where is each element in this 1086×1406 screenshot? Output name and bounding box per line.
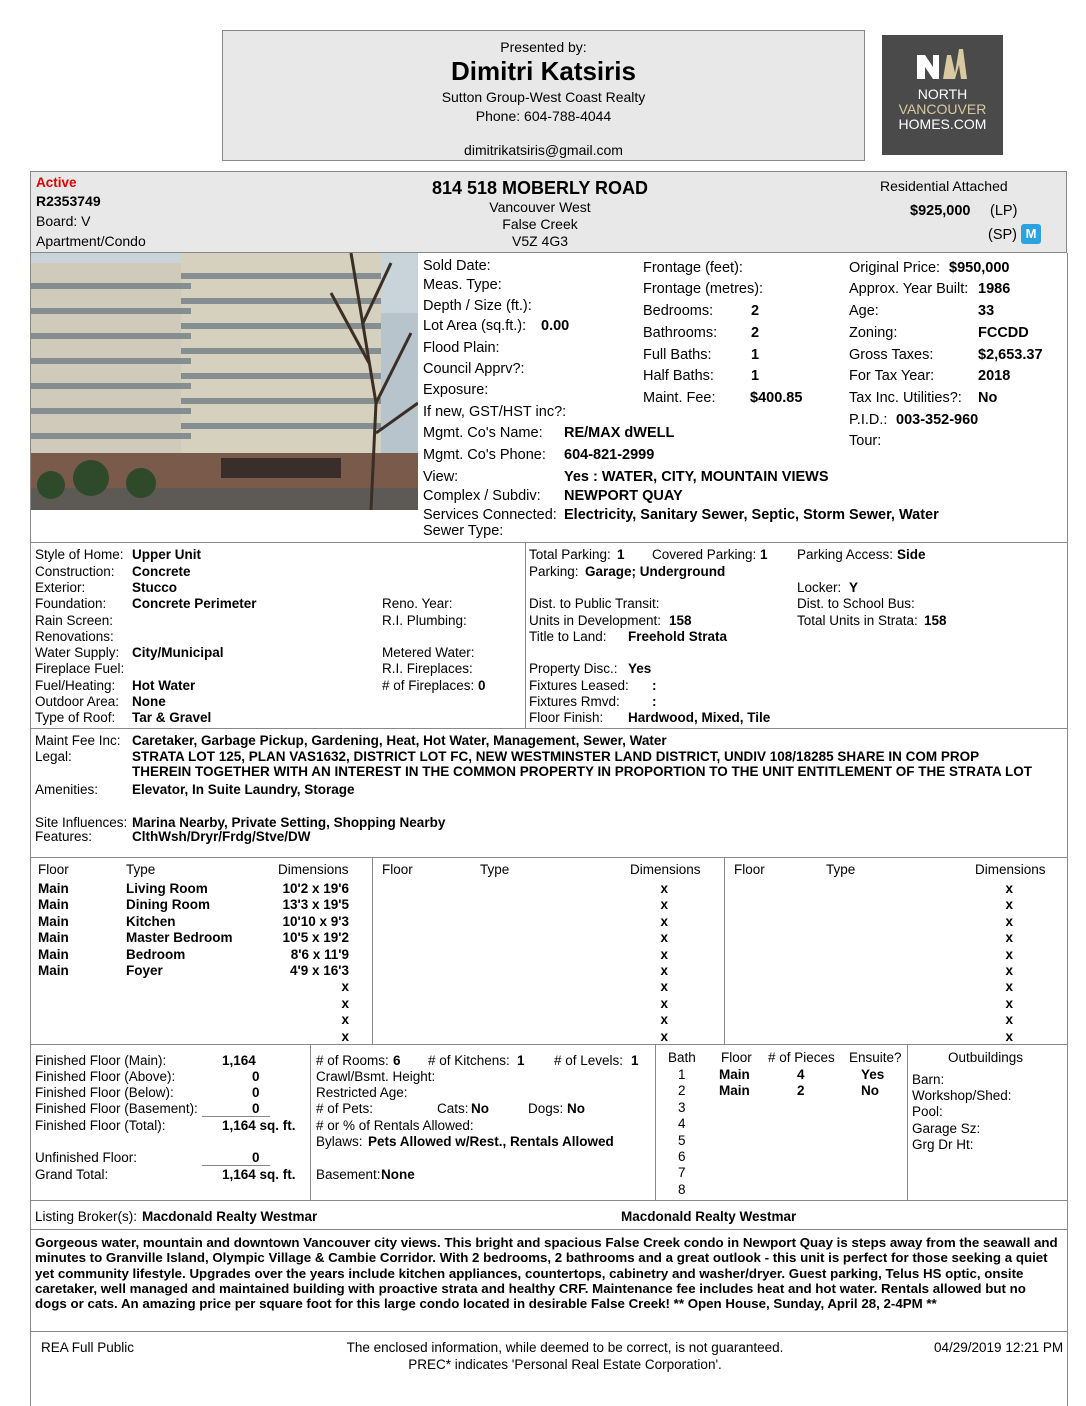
- room-dimensions: x: [1005, 897, 1013, 913]
- divider: [30, 542, 1068, 543]
- full-baths-label: Full Baths:: [643, 347, 712, 363]
- roof: Tar & Gravel: [132, 710, 212, 725]
- style-label: Style of Home:: [35, 547, 124, 562]
- bath-pieces-header: # of Pieces: [768, 1050, 835, 1065]
- parking: Garage; Underground: [585, 564, 726, 579]
- subarea: False Creek: [502, 216, 578, 232]
- tax-year: 2018: [978, 368, 1011, 384]
- room-type: Master Bedroom: [126, 930, 233, 946]
- sum-line: [202, 1165, 270, 1166]
- rooms-header-dimensions: Dimensions: [975, 862, 1046, 877]
- divider: [310, 1044, 311, 1200]
- flood-plain: Flood Plain:: [423, 340, 500, 356]
- broker-name-1: Macdonald Realty Westmar: [142, 1209, 318, 1224]
- tax-year-label: For Tax Year:: [849, 368, 935, 384]
- room-dimensions: x: [1005, 963, 1013, 978]
- total-parking: 1: [617, 547, 625, 562]
- gst: If new, GST/HST inc?:: [423, 404, 567, 420]
- room-floor: Main: [38, 881, 69, 896]
- finished-main: 1,164: [222, 1053, 256, 1068]
- room-floor: Main: [38, 897, 69, 913]
- view: Yes : WATER, CITY, MOUNTAIN VIEWS: [564, 469, 829, 485]
- crawl-label: Crawl/Bsmt. Height:: [316, 1069, 436, 1084]
- rooms-header-floor: Floor: [734, 862, 765, 877]
- lot-area-label: Lot Area (sq.ft.):: [423, 318, 527, 334]
- cats-label: Cats:: [437, 1101, 469, 1116]
- maint-fee: $400.85: [750, 390, 803, 406]
- amenities: Elevator, In Suite Laundry, Storage: [132, 782, 355, 797]
- logo-line-1: NORTH: [917, 86, 968, 102]
- mls-number: R2353749: [36, 193, 101, 209]
- pool-label: Pool:: [912, 1104, 943, 1119]
- parking-access: Side: [897, 547, 926, 562]
- unfinished: 0: [252, 1150, 260, 1165]
- outdoor-label: Outdoor Area:: [35, 694, 120, 709]
- footer-timestamp: 04/29/2019 12:21 PM: [934, 1340, 1064, 1355]
- room-dimensions: x: [660, 979, 668, 995]
- area: Vancouver West: [489, 199, 591, 215]
- room-dimensions: x: [660, 963, 668, 978]
- finished-below-label: Finished Floor (Below):: [35, 1085, 174, 1100]
- basement: None: [381, 1167, 415, 1182]
- property-photo: [31, 253, 418, 510]
- rooms-header-type: Type: [826, 862, 856, 877]
- gross-taxes: $2,653.37: [978, 347, 1043, 363]
- bath-number: 3: [678, 1099, 686, 1115]
- sp-label: (SP): [988, 227, 1017, 243]
- bath-number: 5: [678, 1132, 686, 1148]
- foundation: Concrete Perimeter: [132, 596, 257, 611]
- water: City/Municipal: [132, 645, 224, 660]
- bath-pieces: 2: [797, 1083, 805, 1099]
- rooms-header-type: Type: [480, 862, 510, 877]
- board: Board: V: [36, 213, 91, 229]
- style: Upper Unit: [132, 547, 201, 562]
- room-dimensions: x: [660, 881, 668, 896]
- parking-label: Parking:: [529, 564, 579, 579]
- unfinished-label: Unfinished Floor:: [35, 1150, 138, 1165]
- category: Residential Attached: [880, 178, 1008, 194]
- bylaws-label: Bylaws:: [316, 1134, 363, 1149]
- features-label: Features:: [35, 829, 93, 844]
- room-dimensions: x: [1005, 913, 1013, 929]
- dogs: No: [567, 1101, 585, 1116]
- finished-basement-label: Finished Floor (Basement):: [35, 1101, 198, 1116]
- finished-below: 0: [252, 1085, 260, 1100]
- council: Council Apprv?:: [423, 361, 525, 377]
- finished-above: 0: [252, 1069, 260, 1084]
- locker-label: Locker:: [797, 580, 842, 595]
- rooms-header-dimensions: Dimensions: [630, 862, 701, 877]
- grg-dr-label: Grg Dr Ht:: [912, 1137, 974, 1152]
- exterior: Stucco: [132, 580, 178, 595]
- grand-total-label: Grand Total:: [35, 1167, 109, 1182]
- depth-size: Depth / Size (ft.):: [423, 298, 532, 314]
- units-strata-label: Total Units in Strata:: [797, 613, 918, 628]
- pid: 003-352-960: [896, 412, 979, 428]
- divider: [655, 1044, 656, 1200]
- bath-ensuite-header: Ensuite?: [849, 1050, 902, 1065]
- frontage-m: Frontage (metres):: [643, 281, 764, 297]
- finished-above-label: Finished Floor (Above):: [35, 1069, 176, 1084]
- footer-disclaimer: The enclosed information, while deemed to be correct, is not guaranteed.: [346, 1340, 784, 1355]
- units-dev: 158: [669, 613, 692, 628]
- num-fireplaces-label: # of Fireplaces:: [382, 678, 475, 693]
- maint-inc-label: Maint Fee Inc:: [35, 733, 121, 748]
- room-dimensions: x: [660, 1012, 668, 1028]
- rooms-header-type: Type: [126, 862, 156, 877]
- rain-label: Rain Screen:: [35, 613, 114, 628]
- bath-ensuite: No: [861, 1083, 879, 1099]
- room-floor: Main: [38, 913, 69, 929]
- bedrooms: 2: [751, 303, 760, 319]
- rentals-label: # or % of Rentals Allowed:: [316, 1118, 474, 1133]
- reno-year-label: Reno. Year:: [382, 596, 453, 611]
- title-label: Title to Land:: [529, 629, 607, 644]
- parking-access-label: Parking Access:: [797, 547, 894, 562]
- outdoor: None: [132, 694, 166, 709]
- locker: Y: [849, 580, 859, 595]
- presenter-box: [222, 30, 865, 161]
- divider: [525, 542, 526, 728]
- room-dimensions: 10'5 x 19'2: [282, 930, 349, 946]
- room-dimensions: x: [1005, 881, 1013, 896]
- room-dimensions: 8'6 x 11'9: [290, 946, 349, 962]
- finished-total: 1,164 sq. ft.: [222, 1118, 296, 1133]
- divider: [372, 857, 373, 1044]
- gross-taxes-label: Gross Taxes:: [849, 347, 934, 363]
- mgmt-name: RE/MAX dWELL: [564, 425, 675, 441]
- divider: [724, 857, 725, 1044]
- zoning-label: Zoning:: [849, 325, 898, 341]
- site-label: Site Influences:: [35, 815, 128, 830]
- finished-basement: 0: [252, 1101, 260, 1116]
- broker-label: Listing Broker(s):: [35, 1209, 138, 1224]
- room-dimensions: x: [1005, 946, 1013, 962]
- construction-label: Construction:: [35, 564, 115, 579]
- bath-pieces: 4: [797, 1067, 805, 1082]
- title: Freehold Strata: [628, 629, 728, 644]
- complex: NEWPORT QUAY: [564, 488, 683, 504]
- list-price: $925,000: [910, 203, 971, 219]
- sold-date: Sold Date:: [423, 258, 491, 274]
- num-kitchens-label: # of Kitchens:: [428, 1053, 510, 1068]
- bath-number: 2: [678, 1083, 686, 1099]
- logo-mark-icon: [882, 47, 1003, 89]
- fixtures-rmvd-label: Fixtures Rmvd:: [529, 694, 620, 709]
- presenter-name: Dimitri Katsiris: [451, 56, 636, 86]
- presenter-company: Sutton Group-West Coast Realty: [441, 89, 646, 105]
- public-remarks: Gorgeous water, mountain and downtown Vancouver city views. This bright and spacious False Creek condo in Newport Quay is steps away from the seawall and minutes to Granville Island, Olympic Village & Cambie Corridor. With 2 bedrooms, 2 bathrooms and a great outlook - this unit is perfect for those seeking a quiet yet community lifestyle. Upgrades over the years include kitchen appliances, countertops, cabinetry and washer/dryer. Guest parking, Telus HS optic, onsite caretaker, well managed and maintained building with proactive strata and healthy CRF. Maintenance fee includes heat and hot water. Rentals allowed but no dogs or cats. An amazing price per square foot for this large condo located in desirable False Creek! ** Open House, Sunday, April 28, 2-4PM **: [35, 1235, 1058, 1312]
- room-dimensions: 13'3 x 19'5: [282, 897, 349, 913]
- metered-label: Metered Water:: [382, 645, 475, 660]
- age: 33: [978, 303, 995, 319]
- grand-total: 1,164 sq. ft.: [222, 1167, 296, 1182]
- status-badge: Active: [36, 175, 77, 190]
- rooms-header-floor: Floor: [38, 862, 69, 877]
- divider: [30, 1200, 1068, 1201]
- room-dimensions: x: [660, 995, 668, 1011]
- construction: Concrete: [132, 564, 191, 579]
- room-dimensions: x: [1005, 1028, 1013, 1044]
- roof-label: Type of Roof:: [35, 710, 116, 725]
- half-baths: 1: [751, 368, 760, 384]
- postal-code: V5Z 4G3: [511, 233, 569, 249]
- lot-area: 0.00: [541, 318, 570, 334]
- cats: No: [471, 1101, 489, 1116]
- year-built-label: Approx. Year Built:: [849, 281, 969, 297]
- mgmt-phone: 604-821-2999: [564, 447, 655, 463]
- room-floor: Main: [38, 963, 69, 978]
- view-label: View:: [423, 469, 459, 485]
- zoning: FCCDD: [978, 325, 1029, 341]
- frontage-ft: Frontage (feet):: [643, 260, 743, 276]
- units-strata: 158: [924, 613, 947, 628]
- room-dimensions: x: [1005, 930, 1013, 946]
- water-label: Water Supply:: [35, 645, 120, 660]
- presenter-heading: Presented by:: [500, 39, 587, 55]
- maint-fee-label: Maint. Fee:: [643, 390, 716, 406]
- rooms-header-floor: Floor: [382, 862, 413, 877]
- bedrooms-label: Bedrooms:: [643, 303, 714, 319]
- finished-total-label: Finished Floor (Total):: [35, 1118, 166, 1133]
- covered-parking: 1: [760, 547, 768, 562]
- legal-line-1: STRATA LOT 125, PLAN VAS1632, DISTRICT LOT FC, NEW WESTMINSTER LAND DISTRICT, UNDIV 108/18285 SHARE IN COM PROP: [132, 749, 980, 764]
- sewer-type: Sewer Type:: [423, 523, 504, 539]
- bath-floor-header: Floor: [721, 1050, 752, 1065]
- room-type: Dining Room: [126, 897, 210, 913]
- site: Marina Nearby, Private Setting, Shopping Nearby: [132, 815, 446, 830]
- finished-main-label: Finished Floor (Main):: [35, 1053, 167, 1068]
- num-kitchens: 1: [517, 1053, 525, 1068]
- room-type: Kitchen: [126, 913, 176, 929]
- brand-logo: [882, 35, 1003, 155]
- tour[interactable]: Tour:: [849, 433, 882, 449]
- room-dimensions: 10'10 x 9'3: [282, 913, 349, 929]
- bath-floor: Main: [719, 1083, 750, 1099]
- bath-number: 4: [678, 1116, 686, 1132]
- fixtures-leased: :: [652, 678, 657, 693]
- mls-icon: M: [1021, 224, 1041, 244]
- school-label: Dist. to School Bus:: [797, 596, 915, 611]
- full-baths: 1: [751, 347, 760, 363]
- fireplace-fuel-label: Fireplace Fuel:: [35, 661, 125, 676]
- pets-label: # of Pets:: [316, 1101, 374, 1116]
- tax-inc-label: Tax Inc. Utilities?:: [849, 390, 962, 406]
- mgmt-name-label: Mgmt. Co's Name:: [423, 425, 543, 441]
- property-type: Apartment/Condo: [36, 233, 146, 249]
- lp-label: (LP): [990, 203, 1018, 219]
- room-type: Foyer: [126, 963, 163, 978]
- divider: [907, 1044, 908, 1200]
- age-label: Age:: [849, 303, 879, 319]
- bath-number: 6: [678, 1149, 686, 1164]
- fuel: Hot Water: [132, 678, 196, 693]
- fixtures-leased-label: Fixtures Leased:: [529, 678, 629, 693]
- maint-inc: Caretaker, Garbage Pickup, Gardening, Heat, Hot Water, Management, Sewer, Water: [132, 733, 667, 748]
- workshop-label: Workshop/Shed:: [912, 1088, 1012, 1103]
- floor-finish: Hardwood, Mixed, Tile: [628, 710, 771, 725]
- divider: [30, 1229, 1068, 1230]
- bathrooms-label: Bathrooms:: [643, 325, 718, 341]
- foundation-label: Foundation:: [35, 596, 107, 611]
- legal-line-2: THEREIN TOGETHER WITH AN INTEREST IN THE COMMON PROPERTY IN PROPORTION TO THE UNIT ENTITLEMENT OF THE STRATA LOT: [132, 764, 1033, 779]
- disc-label: Property Disc.:: [529, 661, 618, 676]
- complex-label: Complex / Subdiv:: [423, 488, 541, 504]
- room-dimensions: x: [660, 946, 668, 962]
- barn-label: Barn:: [912, 1072, 945, 1087]
- room-type: Bedroom: [126, 946, 186, 962]
- exposure: Exposure:: [423, 382, 489, 398]
- original-price: $950,000: [949, 260, 1010, 276]
- mgmt-phone-label: Mgmt. Co's Phone:: [423, 447, 546, 463]
- room-type: Living Room: [126, 881, 208, 896]
- logo-line-2: VANCOUVER: [898, 101, 987, 117]
- room-dimensions: x: [341, 995, 349, 1011]
- dogs-label: Dogs:: [528, 1101, 564, 1116]
- features: ClthWsh/Dryr/Frdg/Stve/DW: [132, 829, 311, 844]
- bath-number: 8: [678, 1181, 686, 1197]
- divider: [30, 1331, 1068, 1332]
- num-fireplaces: 0: [478, 678, 486, 693]
- broker-name-2: Macdonald Realty Westmar: [621, 1209, 797, 1224]
- garage-label: Garage Sz:: [912, 1121, 981, 1136]
- presenter-email[interactable]: dimitrikatsiris@gmail.com: [464, 142, 623, 158]
- room-dimensions: x: [1005, 979, 1013, 995]
- services-label: Services Connected:: [423, 507, 557, 523]
- half-baths-label: Half Baths:: [643, 368, 714, 384]
- legal-label: Legal:: [35, 749, 72, 764]
- ri-plumbing-label: R.I. Plumbing:: [382, 613, 467, 628]
- room-dimensions: x: [660, 913, 668, 929]
- ri-fireplaces-label: R.I. Fireplaces:: [382, 661, 473, 676]
- border-left: [30, 253, 31, 1406]
- room-dimensions: 4'9 x 16'3: [290, 963, 349, 978]
- bath-ensuite: Yes: [861, 1067, 885, 1082]
- covered-parking-label: Covered Parking:: [652, 547, 757, 562]
- original-price-label: Original Price:: [849, 260, 941, 276]
- room-dimensions: x: [341, 979, 349, 995]
- bylaws: Pets Allowed w/Rest., Rentals Allowed: [368, 1134, 614, 1149]
- tax-inc: No: [978, 390, 998, 406]
- num-levels: 1: [631, 1053, 639, 1068]
- num-rooms-label: # of Rooms:: [316, 1053, 389, 1068]
- fuel-label: Fuel/Heating:: [35, 678, 116, 693]
- room-dimensions: x: [341, 1012, 349, 1028]
- outbuildings-heading: Outbuildings: [948, 1050, 1024, 1065]
- floor-finish-label: Floor Finish:: [529, 710, 604, 725]
- room-floor: Main: [38, 930, 69, 946]
- year-built: 1986: [978, 281, 1011, 297]
- transit-label: Dist. to Public Transit:: [529, 596, 660, 611]
- bath-header: Bath: [668, 1050, 696, 1065]
- presenter-phone: Phone: 604-788-4044: [475, 108, 612, 124]
- address: 814 518 MOBERLY ROAD: [431, 178, 649, 198]
- room-dimensions: x: [660, 930, 668, 946]
- room-dimensions: x: [341, 1028, 349, 1044]
- pid-label: P.I.D.:: [849, 412, 888, 428]
- total-parking-label: Total Parking:: [529, 547, 611, 562]
- logo-line-3: HOMES.COM: [898, 116, 987, 132]
- room-dimensions: x: [1005, 1012, 1013, 1028]
- num-rooms: 6: [393, 1053, 401, 1068]
- renovations-label: Renovations:: [35, 629, 114, 644]
- divider: [30, 1044, 1068, 1045]
- exterior-label: Exterior:: [35, 580, 86, 595]
- footer-left: REA Full Public: [41, 1340, 135, 1355]
- bath-number: 1: [678, 1067, 686, 1082]
- basement-label: Basement:: [316, 1167, 381, 1182]
- amenities-label: Amenities:: [35, 782, 99, 797]
- room-dimensions: x: [660, 897, 668, 913]
- disc: Yes: [628, 661, 652, 676]
- room-dimensions: x: [660, 1028, 668, 1044]
- units-dev-label: Units in Development:: [529, 613, 662, 628]
- bath-number: 7: [678, 1165, 686, 1181]
- divider: [30, 857, 1068, 858]
- rooms-header-dimensions: Dimensions: [278, 862, 349, 877]
- bathrooms: 2: [751, 325, 760, 341]
- border-right: [1067, 253, 1068, 1406]
- bath-floor: Main: [719, 1067, 750, 1082]
- num-levels-label: # of Levels:: [554, 1053, 624, 1068]
- room-dimensions: 10'2 x 19'6: [282, 881, 349, 896]
- room-floor: Main: [38, 946, 69, 962]
- room-dimensions: x: [1005, 995, 1013, 1011]
- restricted-label: Restricted Age:: [316, 1085, 408, 1100]
- services: Electricity, Sanitary Sewer, Septic, Storm Sewer, Water: [564, 507, 939, 523]
- divider: [30, 728, 1068, 729]
- fixtures-rmvd: :: [652, 694, 657, 709]
- sum-line: [202, 1116, 270, 1117]
- footer-prec: PREC* indicates 'Personal Real Estate Corporation'.: [408, 1357, 722, 1372]
- meas-type: Meas. Type:: [423, 277, 502, 293]
